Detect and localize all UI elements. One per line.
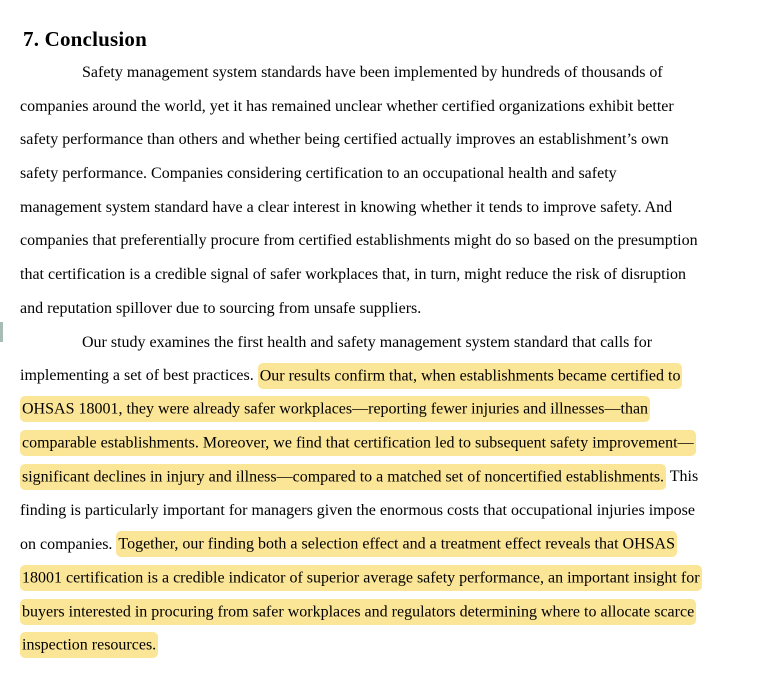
text-segment: Safety management system standards have been implemented by hundreds of thousands of <box>82 64 663 81</box>
section-heading: 7. Conclusion <box>23 27 147 52</box>
highlighted-text: Together, our finding both a selection effect and a treatment effect reveals that OHSAS <box>116 531 677 557</box>
text-line <box>20 494 760 528</box>
text-line <box>20 90 760 124</box>
text-segment: Our study examines the first health and safety management system standard that calls for <box>82 333 653 351</box>
text-line <box>20 359 760 393</box>
text-line <box>20 123 760 157</box>
highlighted-text: inspection resources. <box>20 632 158 658</box>
text-segment: safety performance than others and whether being certified actually improves an establishment’s own <box>20 131 669 149</box>
text-line <box>20 561 760 595</box>
document-body <box>20 56 760 662</box>
highlighted-text: 18001 certification is a credible indicator of superior average safety performance, an important insight for <box>20 565 702 591</box>
text-line <box>20 292 760 326</box>
text-line <box>20 460 760 494</box>
highlighted-text: comparable establishments. Moreover, we find that certification led to subsequent safety improvement— <box>20 430 696 456</box>
text-segment: on companies. <box>20 535 117 553</box>
text-segment: that certification is a credible signal of safer workplaces that, in turn, might reduce the risk of disruption <box>20 266 687 284</box>
text-line <box>20 191 760 225</box>
text-segment: companies that preferentially procure from certified establishments might do so based on the presumption <box>20 232 698 250</box>
text-line <box>20 326 760 360</box>
highlighted-text: buyers interested in procuring from safer workplaces and regulators determining where to allocate scarce <box>20 599 696 625</box>
text-line <box>20 629 760 663</box>
text-segment: This <box>666 468 699 486</box>
text-line <box>20 224 760 258</box>
text-line <box>20 528 760 562</box>
text-line <box>20 427 760 461</box>
text-segment: safety performance. Companies considering certification to an occupational health and safety <box>20 165 617 183</box>
text-line <box>20 258 760 292</box>
text-line <box>20 393 760 427</box>
highlighted-text: Our results confirm that, when establishments became certified to <box>258 363 683 389</box>
highlighted-text: significant declines in injury and illness—compared to a matched set of noncertified establishments. <box>20 464 666 490</box>
text-segment: finding is particularly important for managers given the enormous costs that occupational injuries impose <box>20 501 695 519</box>
text-line <box>20 595 760 629</box>
text-segment: companies around the world, yet it has remained unclear whether certified organizations exhibit better <box>20 97 674 115</box>
text-segment: management system standard have a clear interest in knowing whether it tends to improve safety. And <box>20 198 673 216</box>
left-edge-artifact <box>0 322 3 342</box>
highlighted-text: OHSAS 18001, they were already safer workplaces—reporting fewer injuries and illnesses—than <box>20 396 650 422</box>
text-segment: and reputation spillover due to sourcing from unsafe suppliers. <box>20 299 422 317</box>
text-line <box>20 56 760 90</box>
text-line <box>20 157 760 191</box>
text-segment: implementing a set of best practices. <box>20 367 258 385</box>
